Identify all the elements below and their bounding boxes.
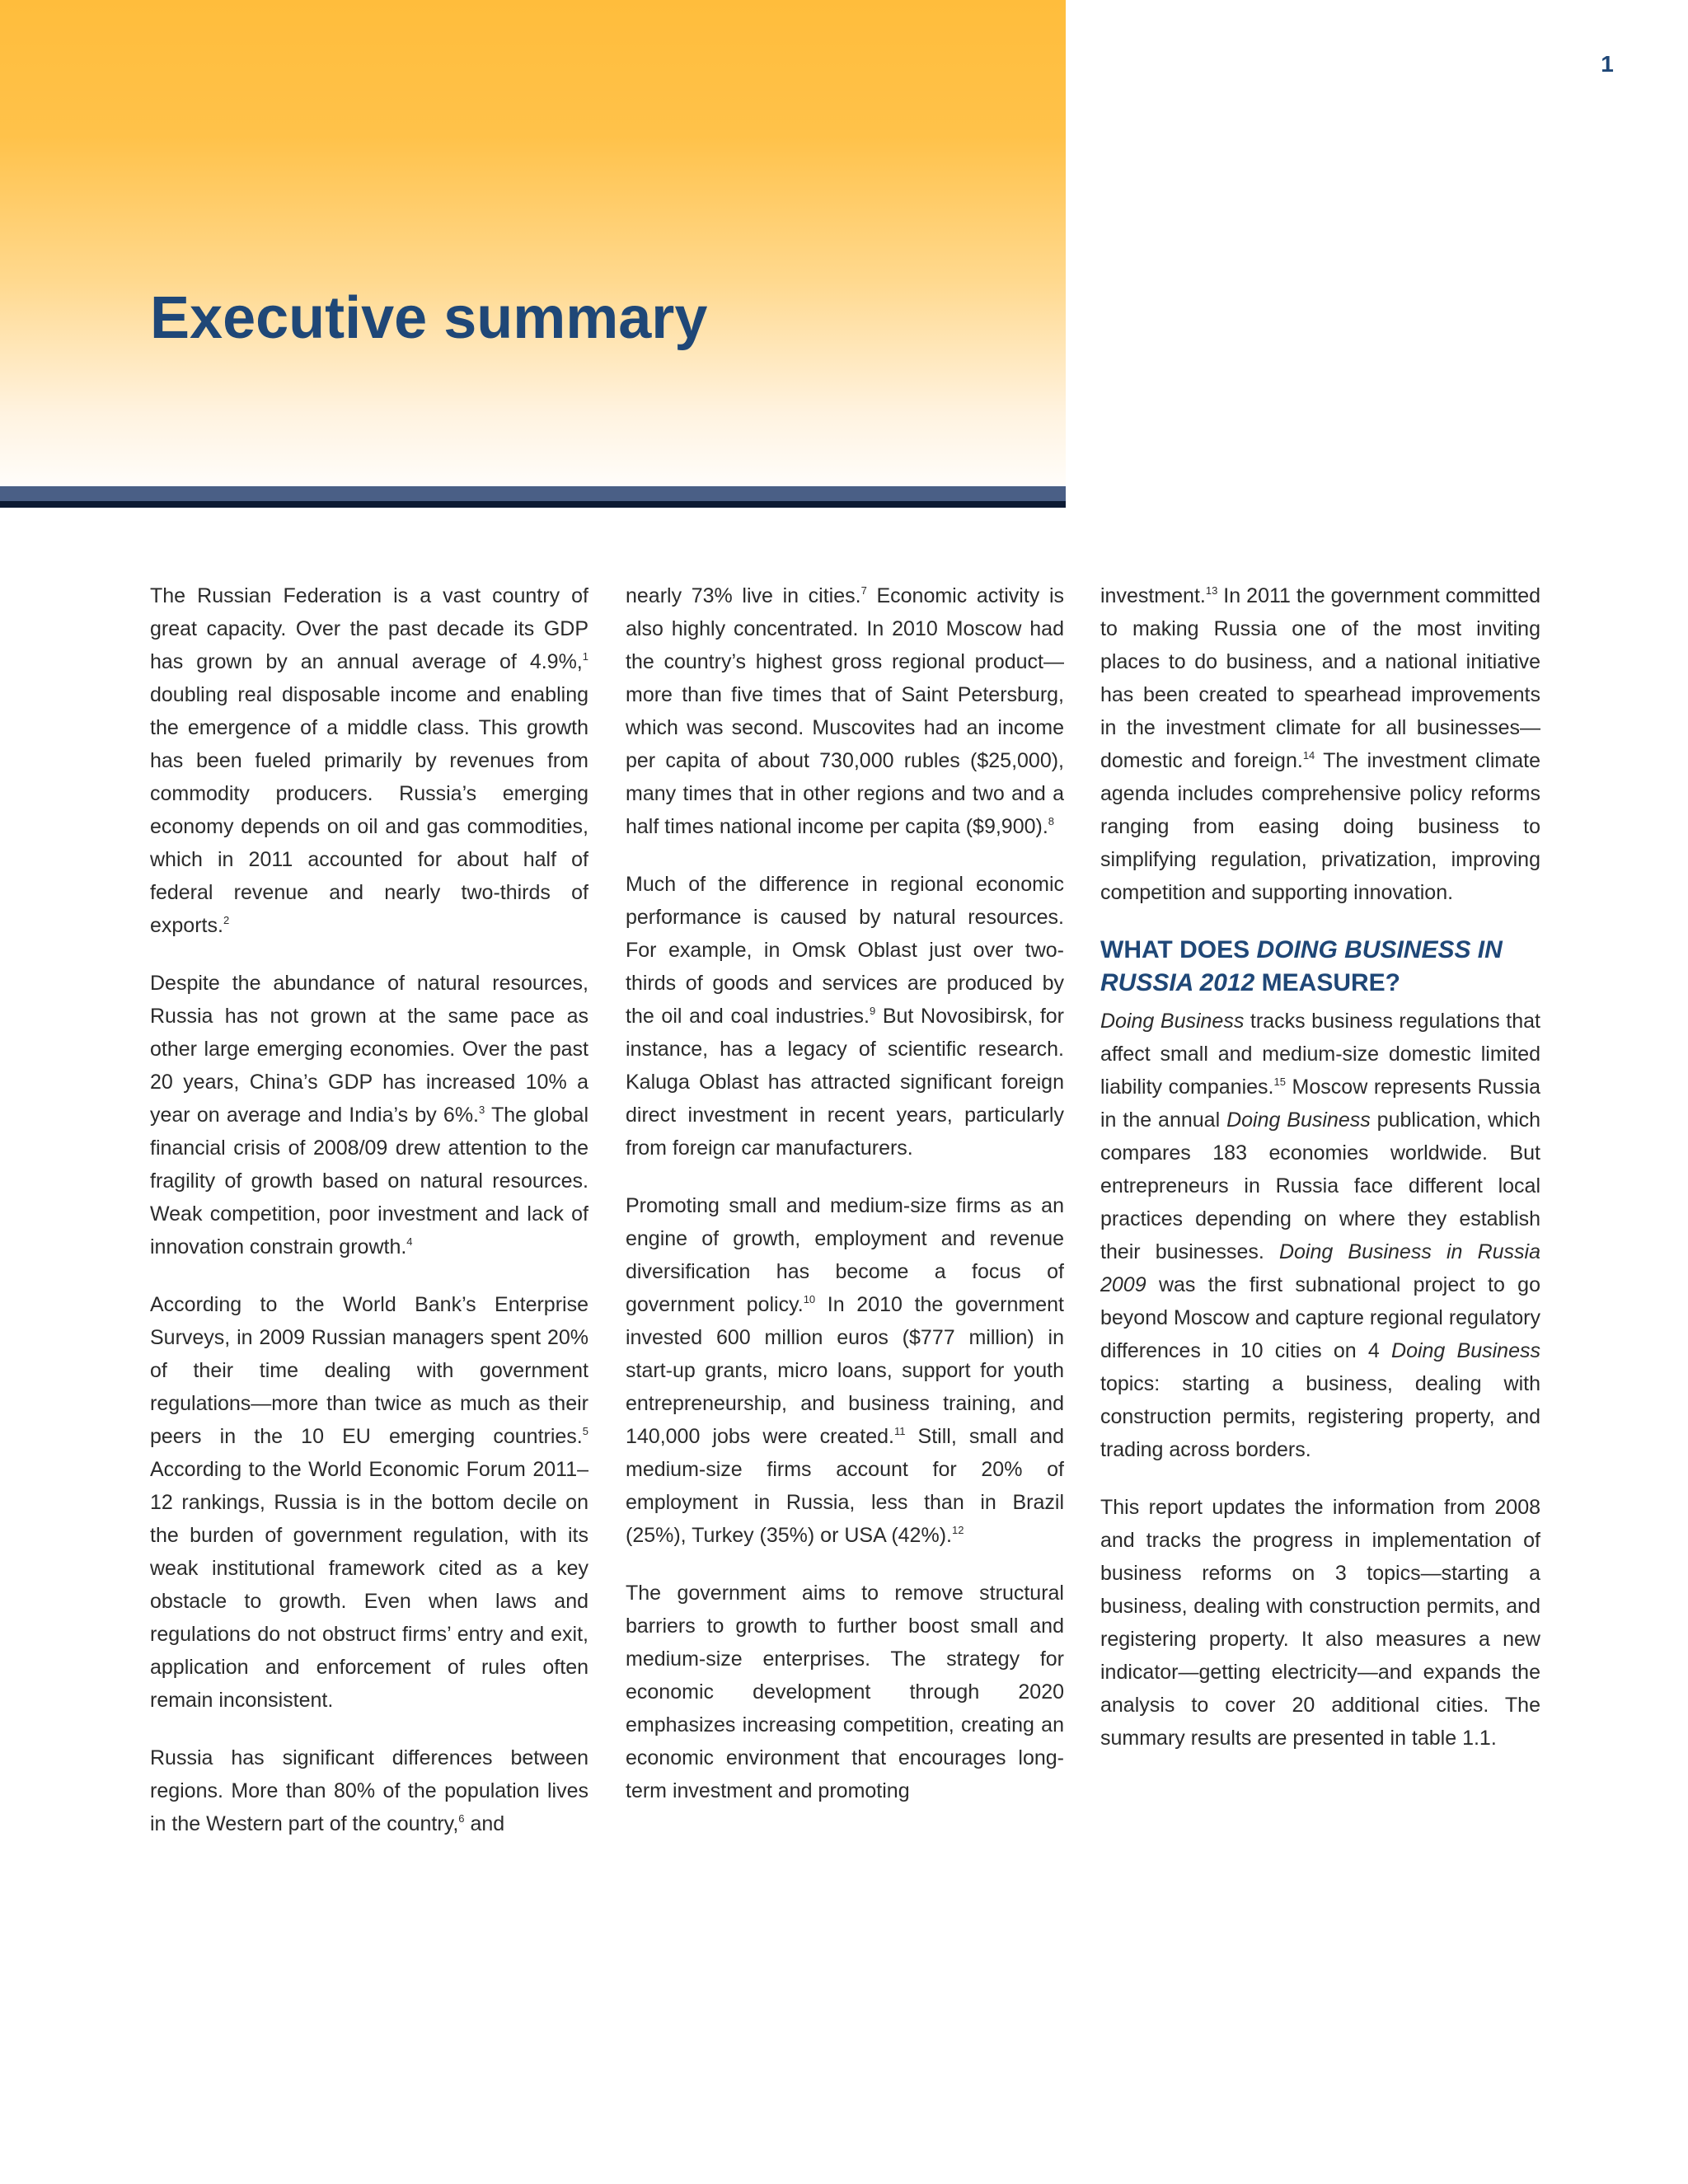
text: Much of the difference in regional economic performance is caused by natural resources. For example, in Omsk Oblast just over two-thirds of goods and services are produced by the oil and coal industries. xyxy=(626,873,1064,1028)
publication-name: Doing Business xyxy=(1226,1108,1371,1132)
text: Still, small and medium-size firms account for 20% of employment in Russia, less than in Brazil (25%), Turkey (35%) or USA (42%). xyxy=(626,1425,1064,1547)
text: The Russian Federation is a vast country of great capacity. Over the past decade its GDP has grown by an annual average of 4.9%, xyxy=(150,584,588,673)
footnote-ref[interactable]: 4 xyxy=(406,1235,413,1248)
text: This report updates the information from 2008 and tracks the progress in implementation of business reforms on 3 topics—starting a business, dealing with construction permits, and registering property. It also measures a new indicator—getting electricity—and expands the analysis to cover 20 additional cities. The summary results are presented in table 1.1. xyxy=(1100,1496,1540,1750)
page-number: 1 xyxy=(1601,51,1614,77)
footnote-ref[interactable]: 13 xyxy=(1205,584,1218,597)
footnote-ref[interactable]: 5 xyxy=(582,1425,588,1437)
header-banner xyxy=(0,0,1066,486)
footnote-ref[interactable]: 10 xyxy=(803,1293,816,1305)
paragraph xyxy=(150,967,588,1263)
text: According to the World Economic Forum 2011–12 rankings, Russia is in the bottom decile on the burden of government regulation, with its weak institutional framework cited as a key obstacle to growth. Even when laws and regulations do not obstruct firms’ entry and exit, application and enforcement of rules often remain inconsistent. xyxy=(150,1458,588,1712)
banner-stripe-dark xyxy=(0,501,1066,508)
text: nearly 73% live in cities. xyxy=(626,584,861,607)
text-column-3 xyxy=(1100,579,1540,1779)
footnote-ref[interactable]: 1 xyxy=(582,650,588,663)
footnote-ref[interactable]: 2 xyxy=(223,914,230,926)
heading-text: MEASURE? xyxy=(1254,969,1400,996)
text-column-2 xyxy=(626,579,1064,1832)
banner-stripe xyxy=(0,486,1066,501)
text: The global financial crisis of 2008/09 drew attention to the fragility of growth based on natural resources. Weak competition, poor investment and lack of innovation constrain growth. xyxy=(150,1104,589,1258)
publication-name: Doing Business xyxy=(1100,1010,1245,1033)
text: Despite the abundance of natural resources, Russia has not grown at the same pace as other large emerging economies. Over the past 20 years, China’s GDP has increased 10% a year on average and India’s by 6%. xyxy=(150,972,588,1127)
footnote-ref[interactable]: 8 xyxy=(1048,815,1055,827)
section-heading xyxy=(1100,934,1540,1000)
text: Economic activity is also highly concentrated. In 2010 Moscow had the country’s highest gross regional product—more than five times that of Saint Petersburg, which was second. Muscovites had an income per capita of about 730,000 rubles ($25,000), many times that in other regions and two and a half times national income per capita ($9,900). xyxy=(626,584,1064,838)
footnote-ref[interactable]: 3 xyxy=(479,1104,485,1116)
publication-name: Doing Business xyxy=(1391,1339,1540,1362)
paragraph xyxy=(150,1288,588,1717)
text: The government aims to remove structural barriers to growth to further boost small and medium-size enterprises. The strategy for economic development through 2020 emphasizes increasing competition, creating an economic environment that encourages long-term investment and promoting xyxy=(626,1582,1064,1802)
text: doubling real disposable income and enabling the emergence of a middle class. This growth has been fueled primarily by revenues from commodity producers. Russia’s emerging economy depends on oil and gas commodities, which in 2011 accounted for about half of federal revenue and nearly two-thirds of exports. xyxy=(150,683,588,937)
paragraph xyxy=(1100,1005,1540,1466)
text: Promoting small and medium-size firms as an engine of growth, employment and revenue diversification has become a focus of government policy. xyxy=(626,1194,1064,1316)
text: Moscow represents Russia in the annual xyxy=(1100,1076,1540,1132)
paragraph xyxy=(1100,579,1540,909)
text: tracks business regulations that affect small and medium-size domestic limited liability companies. xyxy=(1100,1010,1540,1099)
text: topics: starting a business, dealing with construction permits, registering property, and trading across borders. xyxy=(1100,1372,1540,1461)
text: The investment climate agenda includes comprehensive policy reforms ranging from easing doing business to simplifying regulation, privatization, improving competition and supporting innovation. xyxy=(1100,749,1540,904)
paragraph xyxy=(150,579,588,942)
paragraph xyxy=(626,579,1064,843)
text: But Novosibirsk, for instance, has a legacy of scientific research. Kaluga Oblast has attracted significant foreign direct investment in recent years, particularly from foreign car manufacturers. xyxy=(626,1005,1065,1160)
paragraph xyxy=(626,1189,1064,1552)
text: was the first subnational project to go beyond Moscow and capture regional regulatory differences in 10 cities on 4 xyxy=(1100,1273,1540,1362)
paragraph xyxy=(626,868,1064,1165)
footnote-ref[interactable]: 9 xyxy=(869,1005,876,1017)
publication-name: Doing Business in Russia 2009 xyxy=(1100,1240,1540,1296)
text: Russia has significant differences between regions. More than 80% of the population lives in the Western part of the country, xyxy=(150,1746,588,1835)
text: investment. xyxy=(1100,584,1206,607)
footnote-ref[interactable]: 7 xyxy=(860,584,867,597)
paragraph xyxy=(626,1577,1064,1807)
paragraph xyxy=(1100,1491,1540,1755)
text: publication, which compares 183 economies worldwide. But entrepreneurs in Russia face different local practices depending on where they establish their businesses. xyxy=(1100,1108,1540,1263)
footnote-ref[interactable]: 14 xyxy=(1302,749,1315,762)
heading-italic: DOING BUSINESS IN RUSSIA 2012 xyxy=(1100,936,1503,996)
text: and xyxy=(464,1812,505,1835)
text-column-1 xyxy=(150,579,588,1865)
heading-text: WHAT DOES xyxy=(1100,936,1257,963)
text: In 2010 the government invested 600 million euros ($777 million) in start-up grants, micro loans, support for youth entrepreneurship, and business training, and 140,000 jobs were created. xyxy=(626,1293,1064,1448)
footnote-ref[interactable]: 6 xyxy=(458,1812,465,1825)
footnote-ref[interactable]: 15 xyxy=(1273,1076,1286,1088)
text: In 2011 the government committed to making Russia one of the most inviting places to do business, and a national initiative has been created to spearhead improvements in the investment climate for all businesses—domestic and foreign. xyxy=(1100,584,1540,772)
page-title: Executive summary xyxy=(150,285,708,351)
text: According to the World Bank’s Enterprise Surveys, in 2009 Russian managers spent 20% of their time dealing with government regulations—more than twice as much as their peers in the 10 EU emerging countries. xyxy=(150,1293,588,1448)
footnote-ref[interactable]: 11 xyxy=(893,1425,906,1437)
paragraph xyxy=(150,1741,588,1840)
footnote-ref[interactable]: 12 xyxy=(951,1524,964,1536)
